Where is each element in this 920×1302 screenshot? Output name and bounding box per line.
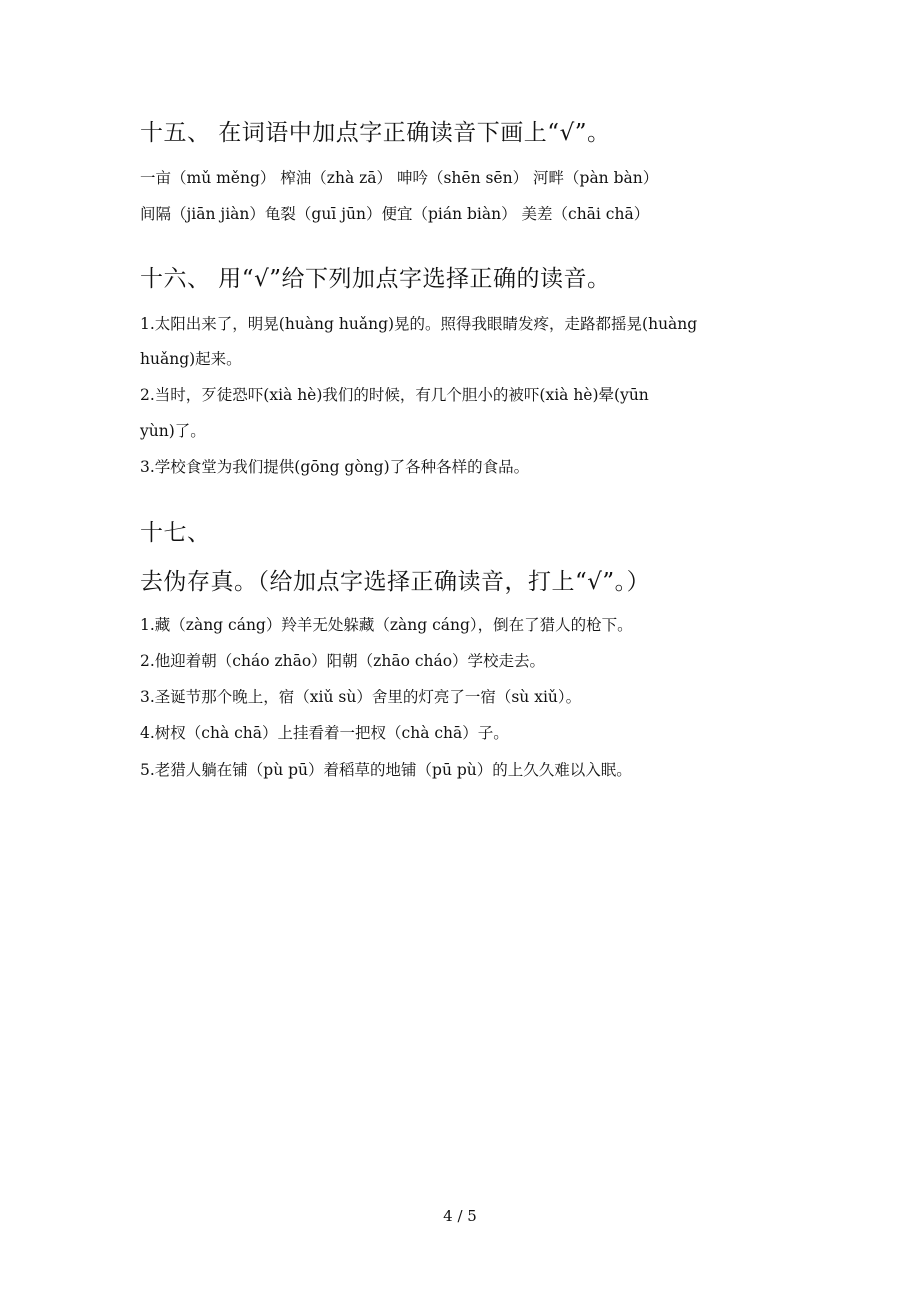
section-16-line-5: 3.学校食堂为我们提供(gōng gòng)了各种各样的食品。 — [140, 458, 530, 476]
section-17-line-2: 2.他迎着朝（cháo zhāo）阳朝（zhāo cháo）学校走去。 — [140, 652, 546, 670]
section-17-line-3: 3.圣诞节那个晚上，宿（xiǔ sù）舍里的灯亮了一宿（sù xiǔ）。 — [140, 688, 582, 706]
section-16-heading: 十六、 用“√”给下列加点字选择正确的读音。 — [140, 266, 611, 292]
section-15-line-1: 一亩（mǔ měng） 榨油（zhà zā） 呻吟（shēn sēn） 河畔（pàn bàn） — [140, 169, 659, 187]
section-17-line-4: 4.树杈（chà chā）上挂看着一把杈（chà chā）子。 — [140, 724, 509, 742]
section-17-line-5: 5.老猎人躺在铺（pù pū）着稻草的地铺（pū pù）的上久久难以入眠。 — [140, 761, 632, 779]
section-15-heading: 十五、 在词语中加点字正确读音下画上“√”。 — [140, 120, 611, 146]
section-16-line-1: 1.太阳出来了，明晃(huàng huǎng)晃的。照得我眼睛发疼，走路都摇晃(huàng — [140, 315, 698, 333]
page-number: 4 / 5 — [443, 1207, 477, 1225]
section-15-line-2: 间隔（jiān jiàn）龟裂（guī jūn）便宜（pián biàn） 美差（chāi chā） — [140, 205, 650, 223]
section-16-line-2: huǎng)起来。 — [140, 350, 242, 368]
section-16-line-3: 2.当时，歹徒恐吓(xià hè)我们的时候，有几个胆小的被吓(xià hè)晕(yūn — [140, 386, 649, 404]
section-17-line-1: 1.藏（zàng cáng）羚羊无处躲藏（zàng cáng），倒在了猎人的枪下。 — [140, 616, 633, 634]
section-17-heading-number: 十七、 — [140, 520, 211, 546]
section-16-line-4: yùn)了。 — [140, 422, 206, 440]
section-17-heading-title: 去伪存真。（给加点字选择正确读音，打上“√”。） — [140, 569, 651, 595]
